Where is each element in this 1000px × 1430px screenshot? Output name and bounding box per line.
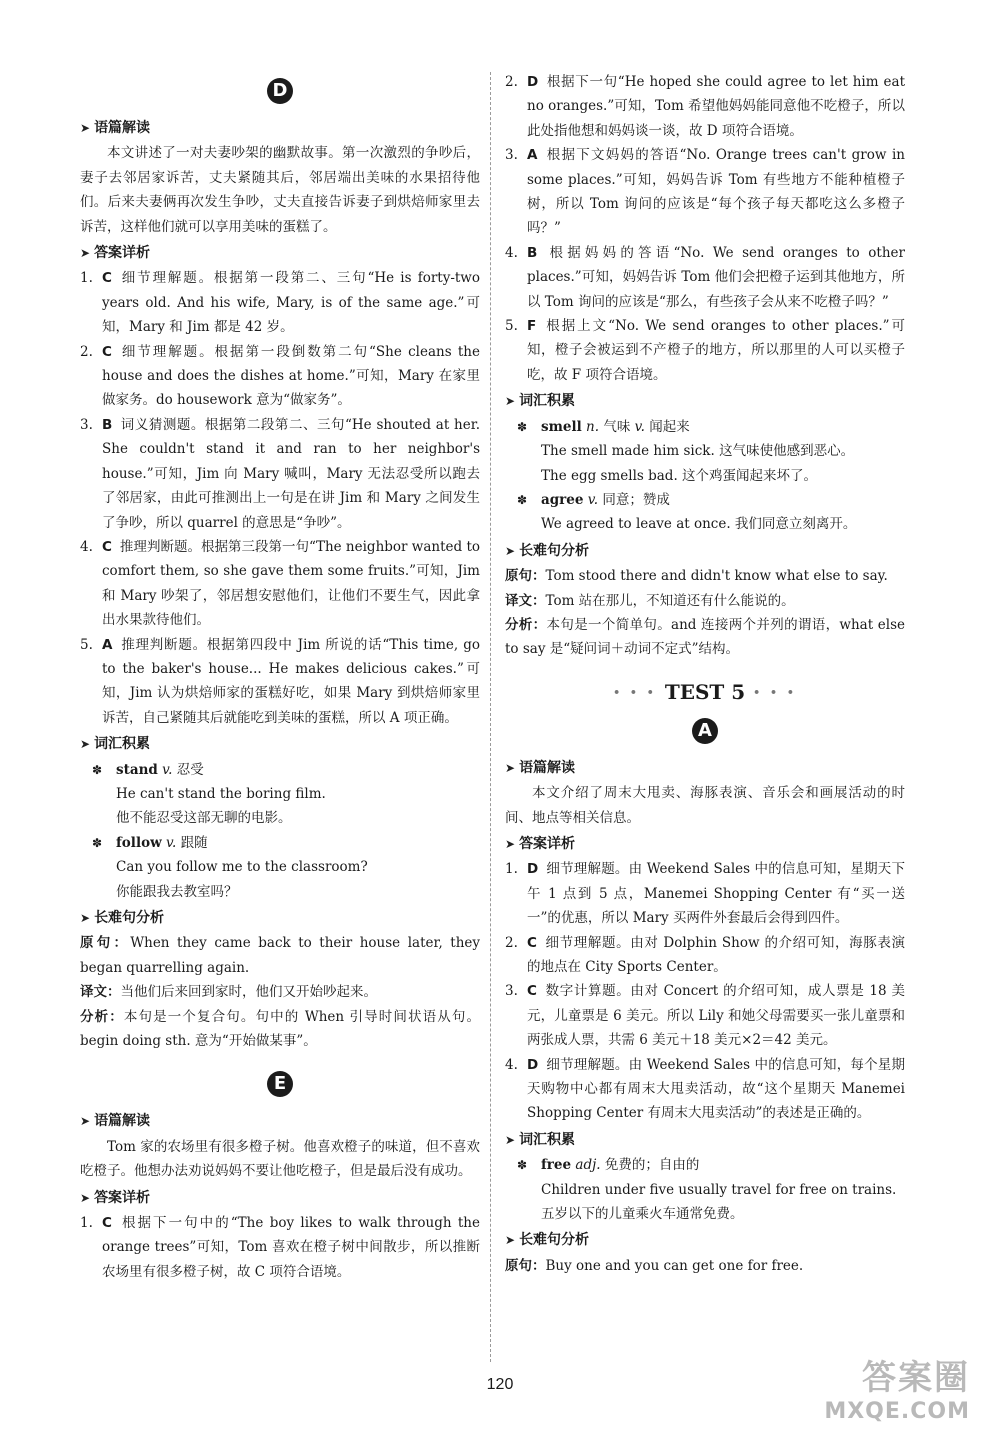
vocab-entry: ✽ free adj. 免费的；自由的 Children under five usually travel for free on trains. 五岁以下的儿童乘火车通常免费。 <box>505 1153 905 1226</box>
section-arrow-icon: ➤ <box>505 394 516 409</box>
answer-item: 3. B 词义猜测题。根据第二段第二、三句“He shouted at her. She couldn't stand it and ran to her neighbor's house.”可知，Jim 向 Mary 喊叫，Mary 无法忍受所以跑去了邻居家，由此可推测出上一句是在讲 Jim 和 Mary 之间发生了争吵，所以 quarrel 的意思是“争吵”。 <box>80 416 480 531</box>
answer-list <box>505 70 905 387</box>
answer-item: 2. D 根据下一句“He hoped she could agree to let him eat no oranges.”可知，Tom 希望他妈妈能同意他不吃橙子，所以此处指他想和妈妈谈一谈，故 D 项符合语境。 <box>505 74 905 139</box>
section-heading: ➤ 答案详析 <box>80 241 480 265</box>
translation: 译文：当他们后来回到家时，他们又开始吵起来。 <box>80 984 377 1001</box>
test-heading: • • • TEST 5 • • • <box>613 679 797 704</box>
answer-item: 1. C 根据下一句中的“The boy likes to walk through the orange trees”可知，Tom 喜欢在橙子树中间散步，所以推断农场里有很多橙子树，故 C 项符合语境。 <box>80 1215 480 1280</box>
section-heading: ➤ 词汇积累 <box>80 732 480 756</box>
passage-summary: Tom 家的农场里有很多橙子树。他喜欢橙子的味道，但不喜欢吃橙子。他想办法劝说妈妈不要让他吃橙子，但是最后没有成功。 <box>80 1138 480 1180</box>
watermark-logo: 答案圈 MXQE.COM <box>824 1358 970 1424</box>
section-heading: ➤ 语篇解读 <box>505 756 905 780</box>
answer-item: 1. C 细节理解题。根据第一段第二、三句“He is forty-two years old. And his wife, Mary, is of the same age.”可知，Mary 和 Jim 都是 42 岁。 <box>80 270 480 336</box>
column-divider <box>490 72 491 1362</box>
section-arrow-icon: ➤ <box>505 1233 516 1248</box>
right-column <box>505 70 905 1278</box>
answer-item: 5. F 根据上文“No. We send oranges to other places.”可知，橙子会被运到不产橙子的地方，所以那里的人可以买橙子吃，故 F 项符合语境。 <box>505 318 905 383</box>
section-heading: ➤ 词汇积累 <box>505 389 905 413</box>
section-arrow-icon: ➤ <box>80 121 91 135</box>
answer-item: 2. C 细节理解题。根据第一段倒数第二句“She cleans the house and does the dishes at home.”可知，Mary 在家里做家务。do housework 意为“做家务”。 <box>80 343 480 409</box>
vocab-entry: ✽ smell n. 气味 v. 闻起来 The smell made him sick. 这气味使他感到恶心。 The egg smells bad. 这个鸡蛋闻起来坏了。 <box>505 415 905 488</box>
passage-badge-d: D <box>267 78 293 104</box>
passage-badge-a: A <box>692 718 718 744</box>
section-arrow-icon: ➤ <box>80 911 91 925</box>
page-number: 120 <box>486 1376 514 1393</box>
dots-decoration: • • • <box>613 686 657 700</box>
translation: 译文：Tom 站在那儿，不知道还有什么能说的。 <box>505 592 795 609</box>
passage-badge-e: E <box>267 1071 293 1097</box>
section-arrow-icon: ➤ <box>80 1190 91 1205</box>
answer-item: 3. A 根据下文妈妈的答语“No. Orange trees can't grow in some places.”可知，妈妈告诉 Tom 有些地方不能种植橙子树，所以 Tom 询问的应该是“每个孩子每天都吃这么多橙子吗？” <box>505 147 905 237</box>
answer-item: 1. D 细节理解题。由 Weekend Sales 中的信息可知，星期天下午 1 点到 5 点，Manemei Shopping Center 有“买一送一”的优惠，所以 Mary 买两件外套最后会得到四件。 <box>505 861 905 927</box>
vocab-entry: ✽ stand v. 忍受 He can't stand the boring film. 他不能忍受这部无聊的电影。 <box>80 758 480 831</box>
answer-item: 2. C 细节理解题。由对 Dolphin Show 的介绍可知，海豚表演的地点在 City Sports Center。 <box>505 934 905 975</box>
section-heading: ➤ 答案详析 <box>505 832 905 856</box>
answer-item: 5. A 推理判断题。根据第四段中 Jim 所说的话“This time, go to the baker's house... He makes delicious cakes.”可知，Jim 认为烘焙师家的蛋糕好吃，如果 Mary 到烘焙师家里诉苦，自己紧随其后就能吃到美味的蛋糕，所以 A 项正确。 <box>80 636 480 726</box>
answer-item: 3. C 数字计算题。由对 Concert 的介绍可知，成人票是 18 美元，儿童票是 6 美元。所以 Lily 和她父母需要买一张儿童票和两张成人票，共需 6 美元＋18 美元×2＝42 美元。 <box>505 983 905 1049</box>
section-arrow-icon: ➤ <box>505 760 516 775</box>
asterisk-icon: ✽ <box>517 492 528 507</box>
original-sentence: 原句：When they came back to their house later, they began quarrelling again. <box>80 935 481 976</box>
analysis: 分析：本句是一个复合句。句中的 When 引导时间状语从句。begin doing sth. 意为“开始做某事”。 <box>80 1008 481 1050</box>
section-arrow-icon: ➤ <box>505 543 516 558</box>
section-heading: ➤ 答案详析 <box>80 1186 480 1210</box>
answer-item: 4. B 根据妈妈的答语“No. We send oranges to other places.”可知，妈妈告诉 Tom 他们会把橙子运到其他地方，所以 Tom 询问的应该是“那么，有些孩子会从来不吃橙子吗？” <box>505 244 905 310</box>
vocab-entry: ✽ follow v. 跟随 Can you follow me to the classroom? 你能跟我去教室吗？ <box>80 831 480 904</box>
answer-list <box>505 857 905 1125</box>
section-heading: ➤ 语篇解读 <box>80 116 480 140</box>
section-arrow-icon: ➤ <box>505 1132 516 1147</box>
passage-summary: 本文介绍了周末大甩卖、海豚表演、音乐会和画展活动的时间、地点等相关信息。 <box>505 785 905 826</box>
section-arrow-icon: ➤ <box>80 246 91 261</box>
original-sentence: 原句：Buy one and you can get one for free. <box>505 1257 804 1274</box>
answer-list <box>80 266 480 730</box>
dots-decoration: • • • <box>753 686 797 700</box>
answer-item: 4. C 推理判断题。根据第三段第一句“The neighbor wanted to comfort them, so she gave them some fruits.”可知，Jim 和 Mary 吵架了，邻居想安慰他们，让他们不要生气，因此拿出水果款待他们。 <box>80 538 480 629</box>
section-arrow-icon: ➤ <box>80 1114 91 1129</box>
answer-item: 4. D 细节理解题。由 Weekend Sales 中的信息可知，每个星期天购物中心都有周末大甩卖活动，故“这个星期天 Manemei Shopping Center 有周末大甩卖活动”的表述是正确的。 <box>505 1056 905 1122</box>
section-heading: ➤ 长难句分析 <box>80 906 480 930</box>
original-sentence: 原句：Tom stood there and didn't know what else to say. <box>505 568 888 585</box>
vocab-entry: ✽ agree v. 同意；赞成 We agreed to leave at once. 我们同意立刻离开。 <box>505 488 905 537</box>
analysis: 分析：本句是一个简单句。and 连接两个并列的谓语，what else to say 是“疑问词＋动词不定式”结构。 <box>505 616 905 658</box>
asterisk-icon: ✽ <box>517 1158 528 1173</box>
asterisk-icon: ✽ <box>92 835 103 850</box>
section-arrow-icon: ➤ <box>80 737 91 752</box>
left-column <box>80 70 480 1284</box>
section-heading: ➤ 长难句分析 <box>505 539 905 563</box>
section-heading: ➤ 词汇积累 <box>505 1128 905 1152</box>
section-heading: ➤ 语篇解读 <box>80 1109 480 1133</box>
passage-summary: 本文讲述了一对夫妻吵架的幽默故事。第一次激烈的争吵后，妻子去邻居家诉苦，丈夫紧随其后，邻居端出美味的水果招待他们。后来夫妻俩再次发生争吵，丈夫直接告诉妻子到烘焙师家里去诉苦，这样他们就可以享用美味的蛋糕了。 <box>80 145 480 235</box>
section-arrow-icon: ➤ <box>505 836 516 851</box>
asterisk-icon: ✽ <box>92 762 103 777</box>
section-heading: ➤ 长难句分析 <box>505 1228 905 1252</box>
asterisk-icon: ✽ <box>517 419 528 434</box>
